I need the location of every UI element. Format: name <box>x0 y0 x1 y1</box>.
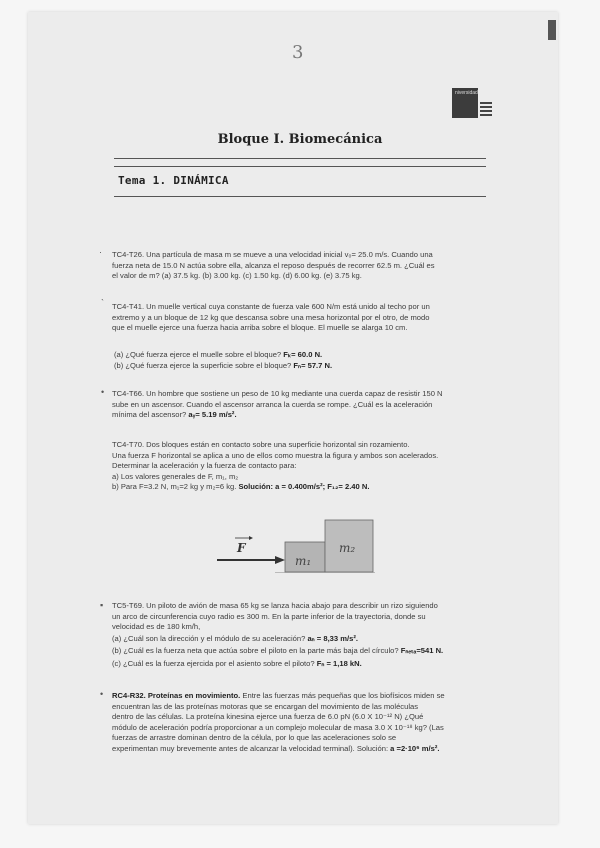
question-b <box>112 646 484 657</box>
problem-text: b) Para F=3.2 N, m₁=2 kg y m₂=6 kg. <box>112 482 239 492</box>
problem-line: sube en un ascensor. Cuando el ascensor arranca la cuerda se rompe. ¿Cuál es la aceleración <box>112 399 433 409</box>
force-arrow-head <box>275 556 285 564</box>
problem-line: TC4-T41. Un muelle vertical cuya constante de fuerza vale 600 N/m está unido al techo por un <box>112 302 430 311</box>
problem-line: velocidad es de 180 km/h, <box>112 622 201 632</box>
question-text: (c) ¿Cuál es la fuerza ejercida por el asiento sobre el piloto? <box>112 658 317 668</box>
tema-rule-top <box>114 166 486 167</box>
question-text: (a) ¿Qué fuerza ejerce el muelle sobre el bloque? <box>114 350 284 359</box>
problem-line: fuerzas de arrastre dominan dentro de la célula, por lo que las aceleraciones solo se <box>112 733 397 743</box>
block-m2-label: m₂ <box>339 541 356 555</box>
section-title: Tema 1. DINÁMICA <box>118 174 229 187</box>
solution-text: aᵧ= 5.19 m/s². <box>188 410 237 420</box>
tema-rule-bottom <box>114 196 486 197</box>
bullet-mark: • <box>100 689 104 699</box>
problem-tc4-t66 <box>112 389 484 421</box>
problem-line <box>112 744 484 755</box>
problem-line: un arco de circunferencia cuyo radio es 300 m. En la parte inferior de la trayectoria, donde su <box>112 611 426 621</box>
force-label: F <box>237 541 246 555</box>
solution-text: a =2·10⁶ m/s². <box>390 743 440 753</box>
problem-line: a) Los valores generales de F, m₁, m₂ <box>112 471 239 481</box>
solution-text: Fₙ = 1,18 kN. <box>316 658 362 668</box>
problem-line: TC5-T69. Un piloto de avión de masa 65 kg se lanza hacia abajo para describir un rizo siguiendo <box>112 601 438 610</box>
block-title: Bloque I. Biomecánica <box>217 132 383 147</box>
problem-tc4-t41 <box>112 302 484 334</box>
question-c <box>112 659 484 670</box>
problem-line: TC4-T26. Una partícula de masa m se mueve a una velocidad inicial v₀= 25.0 m/s. Cuando una <box>112 250 433 259</box>
question-b <box>114 361 486 372</box>
solution-text: Solución: a = 0.400m/s²; F₁₂= 2.40 N. <box>238 482 370 492</box>
question-text: (b) ¿Cuál es la fuerza neta que actúa sobre el piloto en la parte más baja del círculo? <box>112 646 401 656</box>
problem-tc4-t70 <box>112 440 484 493</box>
problem-line: fuerza neta de 15.0 N actúa sobre ella, alcanza el reposo después de recorrer 62.5 m. ¿Cuál es <box>112 260 435 270</box>
question-a <box>112 634 484 645</box>
problem-line <box>112 482 484 493</box>
problem-rc4-r32 <box>112 691 484 755</box>
question-text: (a) ¿Cuál son la dirección y el módulo de su aceleración? <box>112 633 308 643</box>
solution-text: Fₙ= 57.7 N. <box>293 360 333 370</box>
problem-text: experimentan muy brevemente antes de alcanzar la velocidad terminal). Solución: <box>112 743 391 753</box>
question-a <box>114 350 486 361</box>
problem-line: Una fuerza F horizontal se aplica a uno de ellos como muestra la figura y ambos son acelerados. <box>112 450 439 460</box>
problem-line: módulo de aceleración podría proporcionar a un complejo molecular de masa 3.0 X 10⁻¹⁸ kg? (Las <box>112 722 444 732</box>
problem-heading: RC4-R32. Proteínas en movimiento. <box>112 691 241 700</box>
title-rule <box>114 158 486 159</box>
solution-text: Fₙₑₜₐ=541 N. <box>400 646 444 656</box>
problem-line <box>112 410 484 421</box>
bullet-mark: ` <box>101 298 104 308</box>
problem-line: que el muelle ejerce una fuerza hacia arriba sobre el bloque. El muelle se alarga 10 cm. <box>112 323 408 333</box>
two-blocks-figure <box>215 516 375 576</box>
problem-line: extremo y a un bloque de 12 kg que descansa sobre una mesa horizontal por el otro, de modo <box>112 312 430 322</box>
problem-tc5-t69 <box>112 601 484 670</box>
problem-line: Determinar la aceleración y la fuerza de contacto para: <box>112 461 297 471</box>
problem-line: dentro de las células. La proteína kinesina ejerce una fuerza de 6.0 pN (6.0 X 10⁻¹² N) ¿Qué <box>112 712 424 722</box>
bullet-mark: ▪ <box>100 600 104 610</box>
problem-text: mínima del ascensor? <box>112 410 189 420</box>
problem-tc4-t41-questions <box>114 350 486 371</box>
problem-tc4-t26 <box>112 250 484 282</box>
university-logo <box>452 88 492 124</box>
problem-line <box>112 691 484 702</box>
solution-text: aₙ = 8,33 m/s². <box>307 633 358 643</box>
problem-line: encuentran las de las proteínas motoras que se encargan del movimiento de las moléculas <box>112 701 419 711</box>
page-number: 3 <box>292 42 304 63</box>
block-m1-label: m₁ <box>295 554 312 568</box>
problem-text: Entre las fuerzas más pequeñas que los biofísicos miden se <box>240 691 445 700</box>
question-text: (b) ¿Qué fuerza ejerce la superficie sobre el bloque? <box>114 360 294 370</box>
logo-stripes <box>480 102 492 118</box>
problem-line: TC4-T66. Un hombre que sostiene un peso de 10 kg mediante una cuerda capaz de resistir 150 N <box>112 389 443 398</box>
problem-line: TC4-T70. Dos bloques están en contacto sobre una superficie horizontal sin rozamiento. <box>112 440 410 449</box>
bullet-mark: • <box>101 387 105 397</box>
bullet-mark: · <box>99 247 102 257</box>
logo-text: niversidad <box>455 90 478 96</box>
problem-line: el valor de m? (a) 37.5 kg. (b) 3.00 kg. (c) 1.50 kg. (d) 6.00 kg. (e) 3.75 kg. <box>112 271 362 281</box>
page-tab-marker <box>548 20 556 40</box>
solution-text: Fₖ= 60.0 N. <box>283 350 323 359</box>
